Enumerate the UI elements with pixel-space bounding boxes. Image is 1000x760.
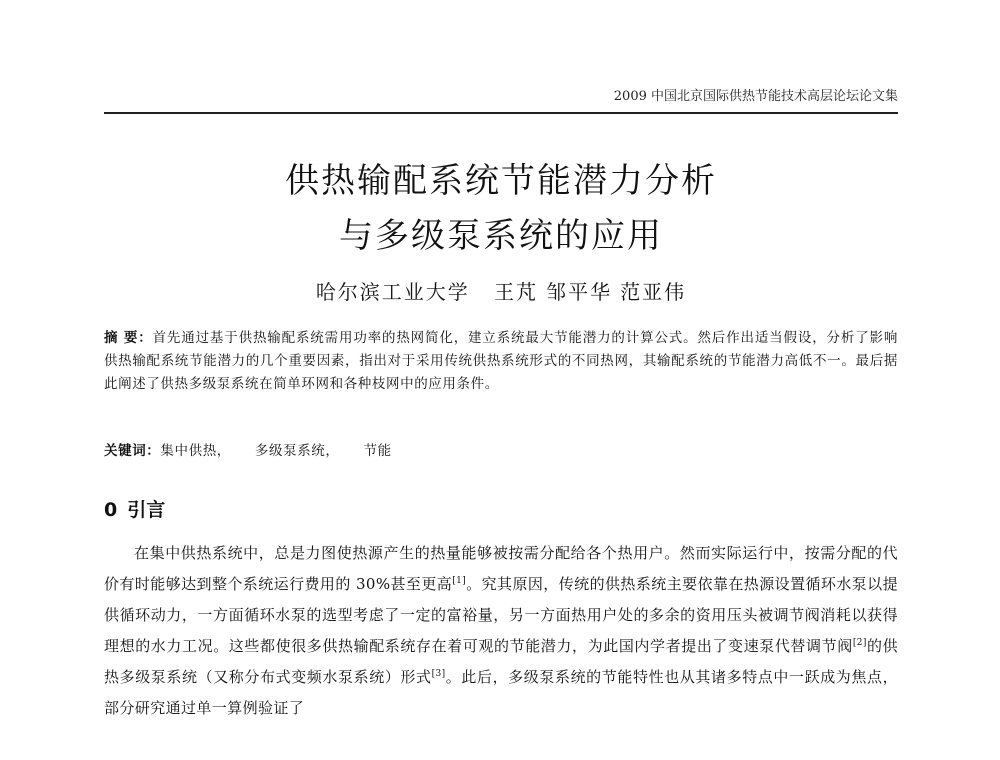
keyword: 节能 bbox=[363, 443, 392, 459]
abstract bbox=[104, 327, 898, 396]
section-title: 引言 bbox=[127, 499, 166, 521]
keywords-label: 关键词： bbox=[104, 443, 161, 459]
author-name: 范亚伟 bbox=[620, 280, 687, 304]
section-number: 0 bbox=[104, 499, 118, 521]
author-affiliation: 哈尔滨工业大学 bbox=[315, 280, 470, 304]
abstract-text: 首先通过基于供热输配系统需用功率的热网简化，建立系统最大节能潜力的计算公式。然后作出适当假设，分析了影响供热输配系统节能潜力的几个重要因素，指出对于采用传统供热系统形式的不同热网，其输配系统的节能潜力高低不一。最后据此阐述了供热多级泵系统在简单环网和各种枝网中的应用条件。 bbox=[104, 330, 898, 392]
keywords bbox=[104, 440, 898, 463]
author-name: 王芃 bbox=[494, 280, 539, 304]
paragraph bbox=[104, 538, 898, 724]
text-segment: 的供热多级泵系统（又称分布式变频水泵系统）形式 bbox=[104, 637, 898, 686]
keyword: 集中供热， bbox=[160, 443, 231, 459]
author-name: 邹平华 bbox=[546, 280, 613, 304]
paper-title-line-1: 供热输配系统节能潜力分析 bbox=[285, 161, 717, 201]
text-segment: 在集中供热系统中，总是力图使热源产生的热量能够被按需分配给各个热用户。然而实际运行中，按需分配的代价有时能够达到整个系统运行费用的 30%甚至更高 bbox=[104, 544, 898, 593]
section-heading bbox=[104, 497, 898, 523]
paper-title-line-2: 与多级泵系统的应用 bbox=[339, 216, 663, 256]
citation-ref[interactable]: [1] bbox=[452, 576, 467, 586]
text-segment: 。此后，多级泵系统的节能特性也从其诸多特点中一跃成为焦点，部分研究通过单一算例验证了 bbox=[104, 668, 898, 717]
header-rule bbox=[104, 112, 898, 114]
running-header: 2009 中国北京国际供热节能技术高层论坛论文集 bbox=[613, 89, 898, 104]
author-line bbox=[104, 278, 898, 306]
keyword: 多级泵系统， bbox=[254, 443, 340, 459]
citation-ref[interactable]: [3] bbox=[431, 669, 446, 679]
citation-ref[interactable]: [2] bbox=[852, 638, 867, 648]
body-text bbox=[104, 538, 898, 724]
text-segment: 。究其原因，传统的供热系统主要依靠在热源设置循环水泵以提供循环动力，一方面循环水泵的选型考虑了一定的富裕量，另一方面热用户处的多余的资用压头被调节阀消耗以获得理想的水力工况。这些都使很多供热输配系统存在着可观的节能潜力，为此国内学者提出了变速泵代替调节阀 bbox=[104, 575, 899, 655]
abstract-label: 摘 要： bbox=[104, 330, 153, 346]
